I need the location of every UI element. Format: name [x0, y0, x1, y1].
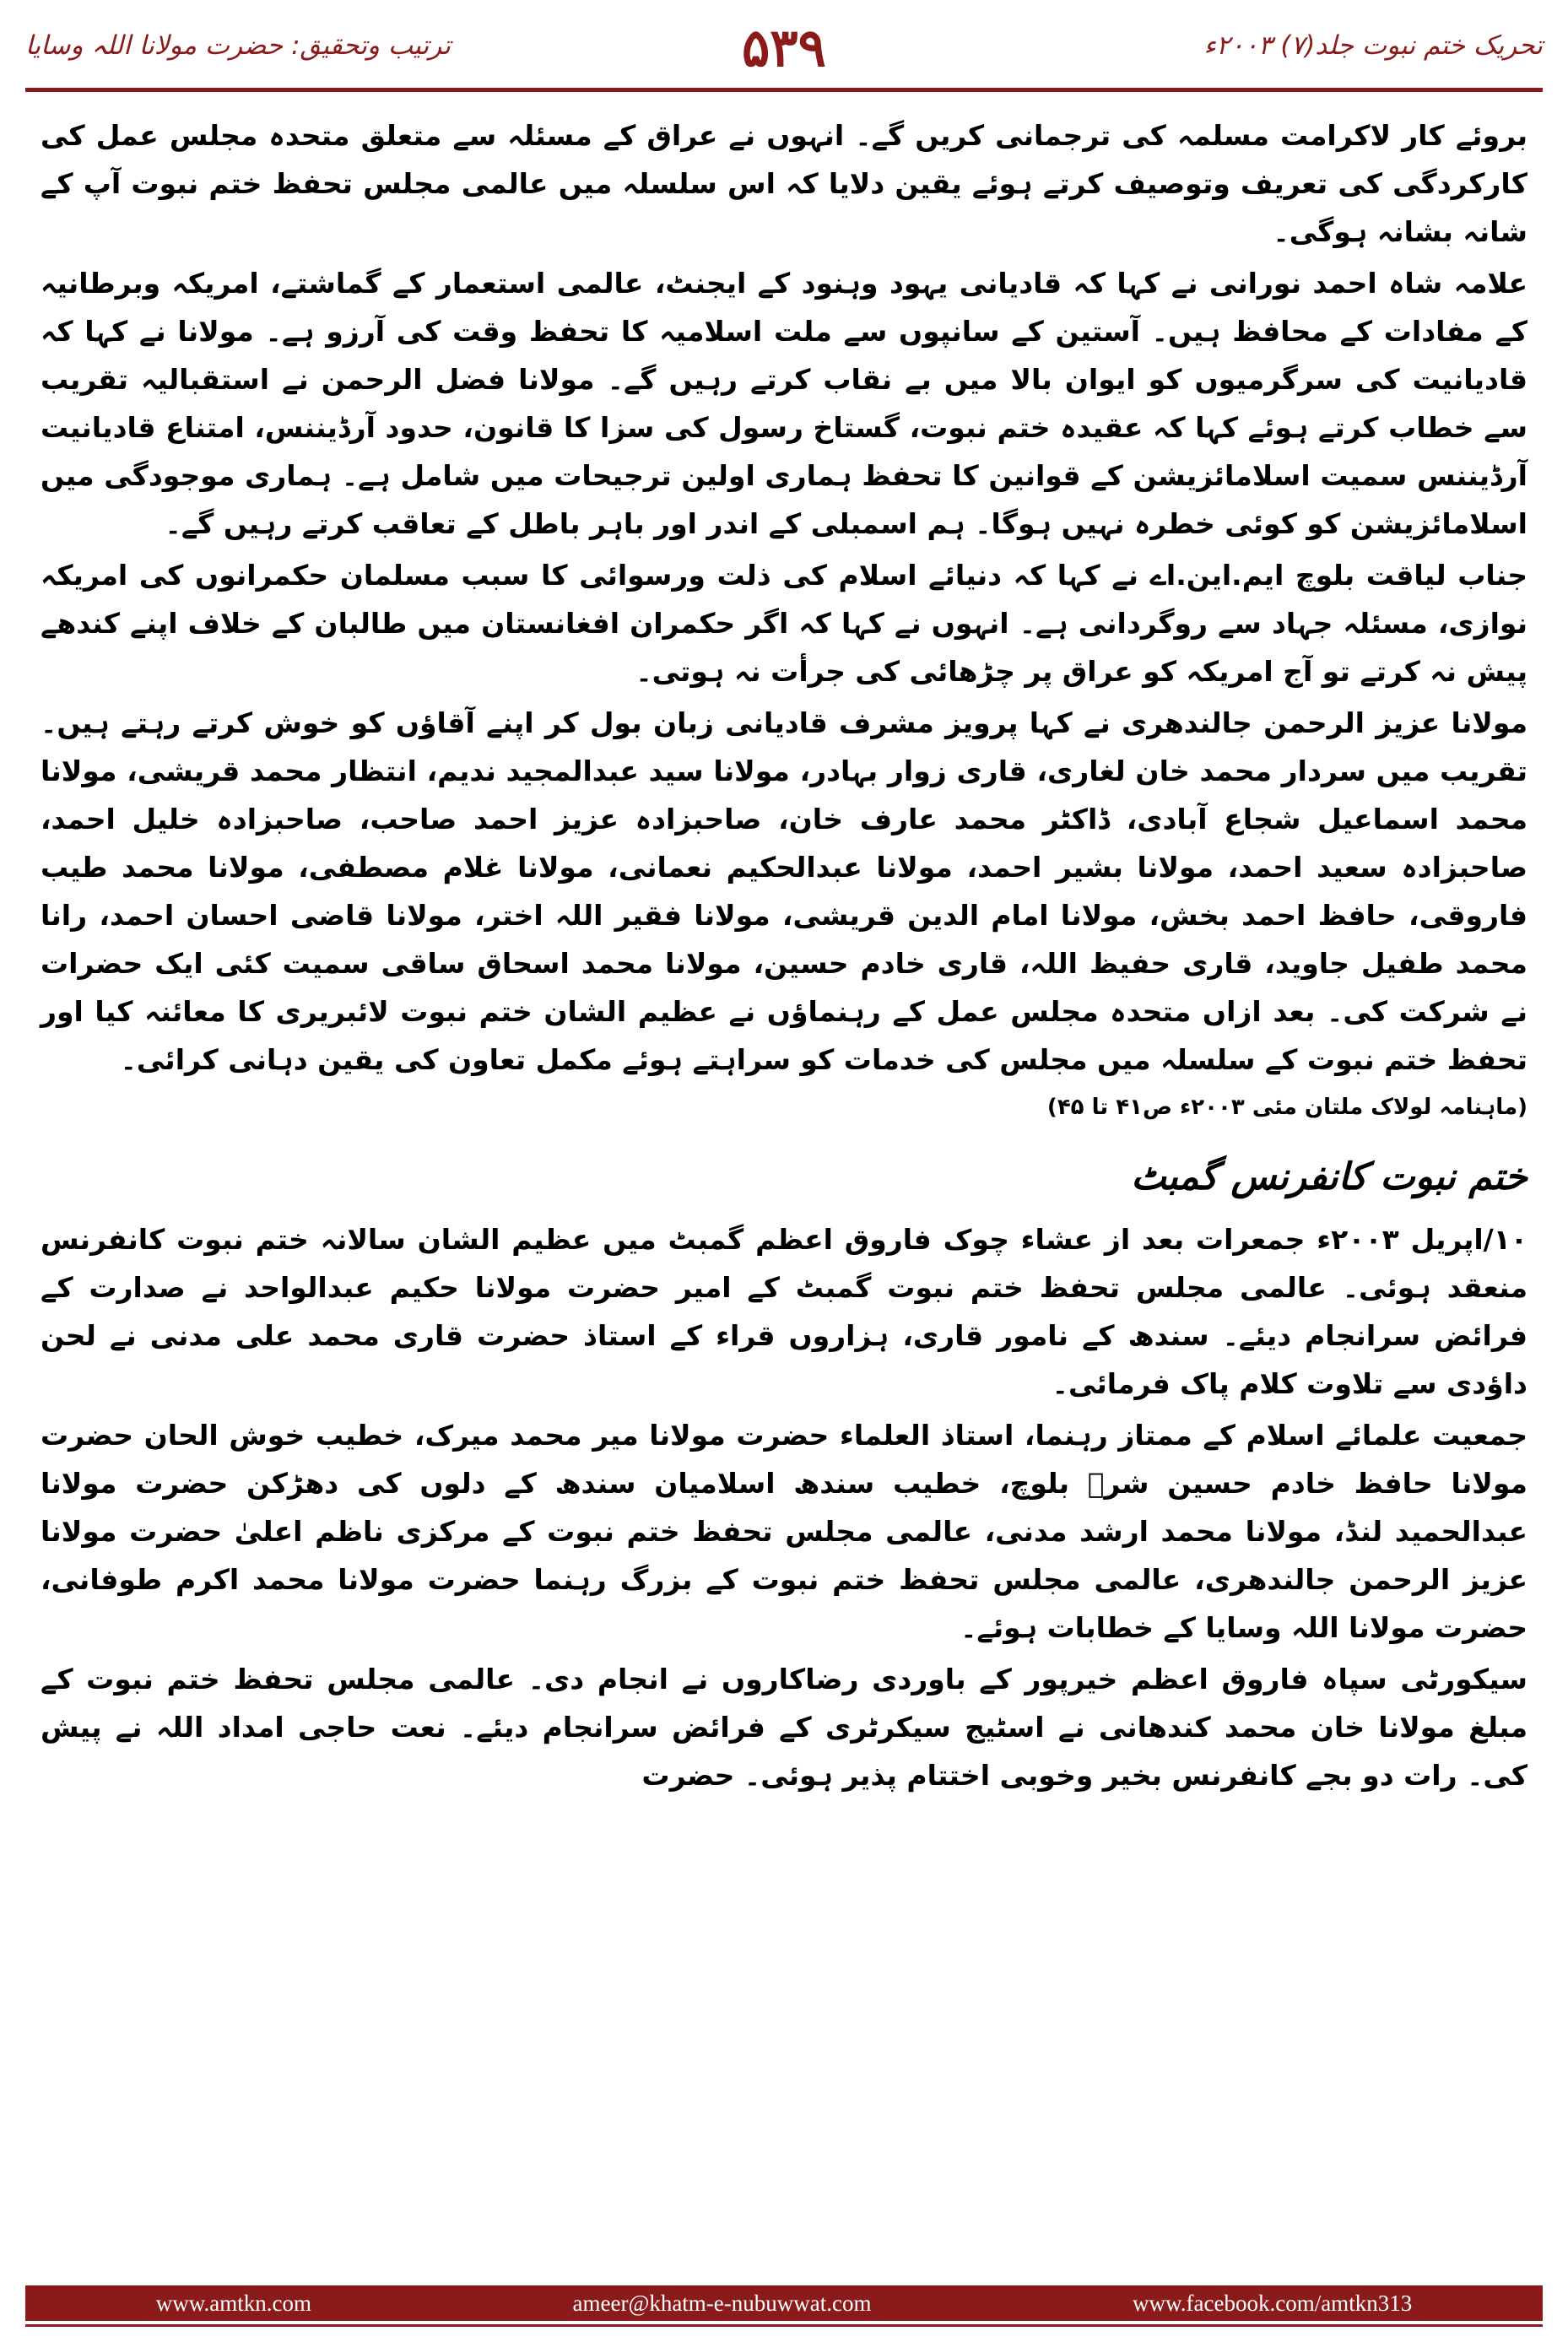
page-header: [25, 17, 1543, 79]
footer-facebook-link[interactable]: www.facebook.com/amtkn313: [1133, 2290, 1413, 2316]
header-divider: [25, 88, 1543, 92]
source-citation: (ماہنامہ لولاک ملتان مئی ۲۰۰۳ء ص۴۱ تا ۴۵): [1046, 1095, 1527, 1120]
footer-divider: [25, 2324, 1543, 2327]
page-body: [41, 111, 1527, 2258]
page-number: ۵۳۹: [742, 17, 826, 78]
paragraph: علامہ شاہ احمد نورانی نے کہا کہ قادیانی یہود وہنود کے ایجنٹ، عالمی استعمار کے گماشتے، امریکہ وبرطانیہ کے مفادات کے محافظ ہیں۔ آستین کے سانپوں سے ملت اسلامیہ کا تحفظ وقت کی آرزو ہے۔ مولانا نے کہا کہ قادیانیت کی سرگرمیوں کو ایوان بالا میں بے نقاب کرتے رہیں گے۔ مولانا فضل الرحمن نے استقبالیہ تقریب سے خطاب کرتے ہوئے کہا کہ عقیدہ ختم نبوت، گستاخ رسول کی سزا کا قانون، حدود آرڈیننس، امتناع قادیانیت آرڈیننس سمیت اسلامائزیشن کے قوانین کا تحفظ ہماری اولین ترجیحات میں شامل ہے۔ ہماری موجودگی میں اسلامائزیشن کو کوئی خطرہ نہیں ہوگا۔ ہم اسمبلی کے اندر اور باہر باطل کے تعاقب کرتے رہیں گے۔: [41, 267, 1527, 540]
section-heading: ختم نبوت کانفرنس گمبٹ: [1131, 1155, 1527, 1198]
paragraph: مولانا عزیز الرحمن جالندھری نے کہا پرویز مشرف قادیانی زبان بول کر اپنے آقاؤں کو خوش کرتے رہتے ہیں۔ تقریب میں سردار محمد خان لغاری، قاری زوار بہادر، مولانا سید عبدالمجید ندیم، انتظار محمد قریشی، مولانا محمد اسماعیل شجاع آبادی، ڈاکٹر محمد عارف خان، صاحبزادہ عزیز احمد صاحب، صاحبزادہ خلیل احمد، صاحبزادہ سعید احمد، مولانا بشیر احمد، مولانا عبدالحکیم نعمانی، مولانا غلام مصطفی، مولانا محمد طیب فاروقی، حافظ احمد بخش، مولانا امام الدین قریشی، مولانا فقیر اللہ اختر، مولانا قاضی احسان احمد، رانا محمد طفیل جاوید، قاری حفیظ اللہ، قاری خادم حسین، مولانا محمد اسحاق ساقی سمیت کئی ایک حضرات نے شرکت کی۔ بعد ازاں متحدہ مجلس عمل کے رہنماؤں نے عظیم الشان ختم نبوت لائبریری کا معائنہ کیا اور تحفظ ختم نبوت کے سلسلہ میں مجلس کی خدمات کو سراہتے ہوئے مکمل تعاون کی یقین دہانی کرائی۔: [41, 706, 1527, 1076]
footer-email-link[interactable]: ameer@khatm-e-nubuwwat.com: [572, 2290, 872, 2316]
paragraph: بروئے کار لاکرامت مسلمہ کی ترجمانی کریں گے۔ انہوں نے عراق کے مسئلہ سے متعلق متحدہ مجلس عمل کی کارکردگی کی تعریف وتوصیف کرتے ہوئے یقین دلایا کہ اس سلسلہ میں عالمی مجلس تحفظ ختم نبوت آپ کے شانہ بشانہ ہوگی۔: [41, 119, 1527, 248]
footer-website-link[interactable]: www.amtkn.com: [155, 2290, 311, 2316]
header-book-title: تحریک ختم نبوت جلد(۷) ۲۰۰۳ء: [1203, 30, 1543, 61]
paragraph: جناب لیاقت بلوچ ایم.این.اے نے کہا کہ دنیائے اسلام کی ذلت ورسوائی کا سبب مسلمان حکمرانوں کی امریکہ نوازی، مسئلہ جہاد سے روگردانی ہے۔ انہوں نے کہا کہ اگر حکمران افغانستان میں طالبان کے خلاف اپنے کندھے پیش نہ کرتے تو آج امریکہ کو عراق پر چڑھائی کی جرأت نہ ہوتی۔: [41, 559, 1527, 688]
paragraph: ۱۰/اپریل ۲۰۰۳ء جمعرات بعد از عشاء چوک فاروق اعظم گمبٹ میں عظیم الشان سالانہ ختم نبوت کانفرنس منعقد ہوئی۔ عالمی مجلس تحفظ ختم نبوت گمبٹ کے امیر حضرت مولانا حکیم عبدالواحد نے صدارت کے فرائض سرانجام دیئے۔ سندھ کے نامور قاری، ہزاروں قراء کے استاذ حضرت قاری محمد علی مدنی نے لحن داؤدی سے تلاوت کلام پاک فرمائی۔: [41, 1223, 1528, 1400]
paragraph: جمعیت علمائے اسلام کے ممتاز رہنما، استاذ العلماء حضرت مولانا میر محمد میرک، خطیب خوش الحان حضرت مولانا حافظ خادم حسین شرؔ بلوچ، خطیب سندھ اسلامیان سندھ کے دلوں کی دھڑکن حضرت مولانا عبدالحمید لنڈ، مولانا محمد ارشد مدنی، عالمی مجلس تحفظ ختم نبوت کے مرکزی ناظم اعلیٰ حضرت مولانا عزیز الرحمن جالندھری، عالمی مجلس تحفظ ختم نبوت کے بزرگ رہنما حضرت مولانا محمد اکرم طوفانی، حضرت مولانا اللہ وسایا کے خطابات ہوئے۔: [41, 1419, 1527, 1644]
header-compiler: ترتیب وتحقیق: حضرت مولانا اللہ وسایا: [25, 30, 451, 61]
paragraph: سیکورٹی سپاہ فاروق اعظم خیرپور کے باوردی رضاکاروں نے انجام دی۔ عالمی مجلس تحفظ ختم نبوت کے مبلغ مولانا خان محمد کندھانی نے اسٹیج سیکرٹری کے فرائض سرانجام دیئے۔ نعت حاجی امداد اللہ نے پیش کی۔ رات دو بجے کانفرنس بخیر وخوبی اختتام پذیر ہوئی۔ حضرت: [41, 1663, 1527, 1792]
footer-bar: [25, 2285, 1543, 2321]
